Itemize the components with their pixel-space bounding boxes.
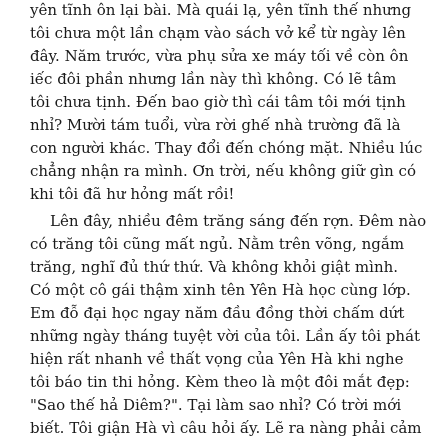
text-line: nhỉ? Mười tám tuổi, vừa rời ghế nhà trường đã là (30, 116, 401, 134)
text-line: chẳng nhận ra mình. Ơn trời, nếu không giữ gìn có (30, 162, 416, 180)
text-line: Có một cô gái thậm xinh tên Yên Hà học cùng lớp. (30, 281, 411, 299)
text-line: Lên đây, nhiều đêm trăng sáng đến rợn. Đêm nào (50, 212, 426, 230)
text-line: hiện rất nhanh về thất vọng của Yên Hà khi nghe (30, 350, 404, 368)
text-line: trăng, nghĩ đủ thứ thứ. Và không khỏi giật mình. (30, 258, 399, 276)
text-line: những ngày tháng tuyệt vời của tôi. Lần ấy tôi phát (30, 327, 421, 345)
text-line: tôi báo tin thi hỏng. Kèm theo là một đôi mắt đẹp: (30, 373, 410, 391)
text-line: Em đỗ đại học ngay năm đầu đồng thời chấm dứt (30, 304, 405, 322)
text-line: "Sao thế hả Diêm?". Tại làm sao nhỉ? Có trời mới (30, 396, 402, 414)
text-line: có trăng tôi cũng mất ngủ. Nằm trên võng, ngắm (30, 235, 405, 253)
text-line: tôi chưa tịnh. Đến bao giờ thì cái tâm tôi mới tịnh (30, 93, 406, 111)
text-line: đây. Năm trước, vừa phụ sửa xe máy tối về còn ôn (30, 47, 409, 65)
text-line: yên tĩnh ôn lại bài. Mà quái lạ, yên tĩnh thế nhưng (30, 1, 412, 19)
text-line: con người khác. Thay đổi đến chóng mặt. Nhiều lúc (30, 139, 423, 157)
text-line: tôi chưa một lần chạm vào sách vở kể từ ngày lên (30, 24, 406, 42)
text-line: khi tôi đã hư hỏng mất rồi! (30, 185, 235, 203)
text-line: iếc đôi phần nhưng lần này thì không. Có lẽ tâm (30, 70, 397, 88)
text-line: biết. Tôi giận Hà vì câu hỏi ấy. Lẽ ra nàng phải cảm (30, 419, 422, 437)
